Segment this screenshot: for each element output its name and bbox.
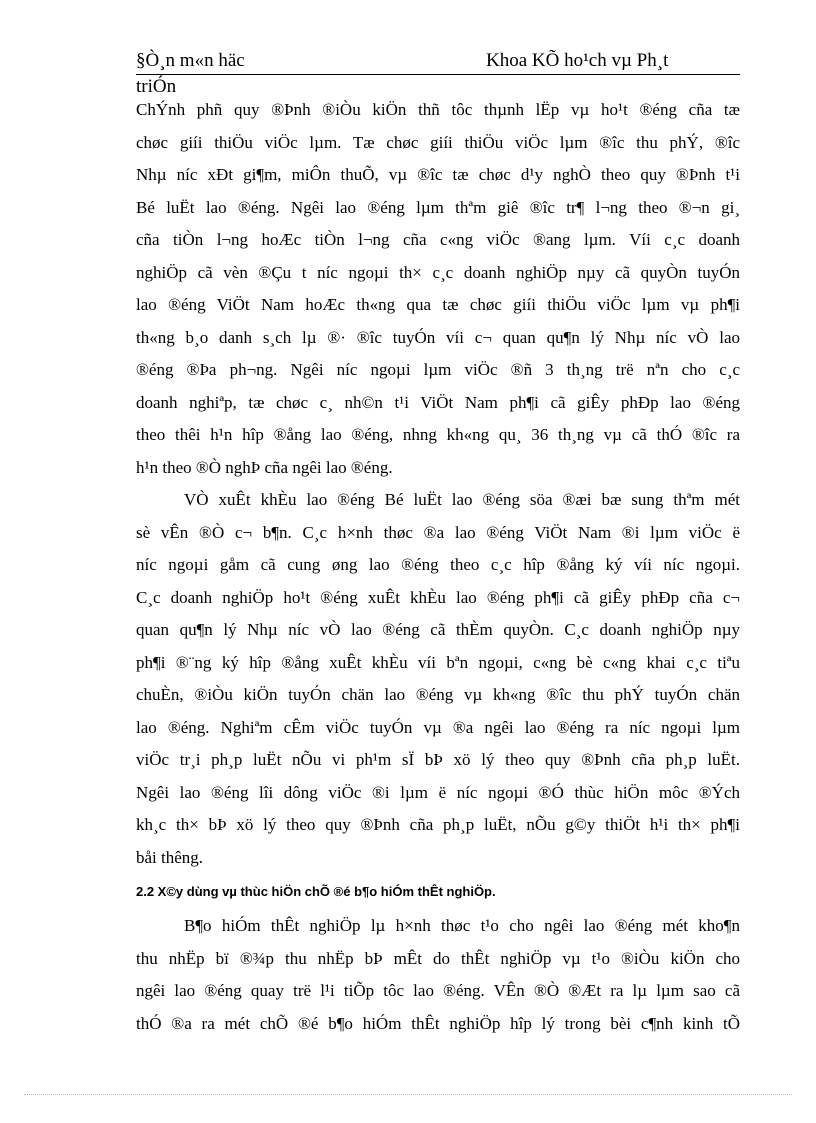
header-course-title: §Ò¸n m«n häc: [136, 50, 245, 71]
text-line: nghiÖp cã vèn ®Çu t níc ngoµi th× c¸c doanh nghiÖp nµy cã quyÒn tuyÓn: [136, 262, 740, 282]
section-heading: 2.2 X©y dùng vµ thùc hiÖn chÕ ®é b¶o hiÓm thÊt nghiÖp.: [136, 884, 496, 899]
text-line: th«ng b¸o danh s¸ch lµ ®· ®îc tuyÓn víi c¬ quan qu¶n lý Nhµ níc vÒ lao: [136, 327, 740, 347]
text-line: lao ®éng ViÖt Nam hoÆc th«ng qua tæ chøc giíi thiÖu viÖc lµm vµ ph¶i: [136, 295, 740, 314]
text-line: theo thêi h¹n hîp ®ång lao ®éng, nhng kh«ng qu¸ 36 th¸ng vµ cã thÓ ®îc ra: [136, 425, 740, 444]
text-line: Nhµ níc xÐt gi¶m, miÔn thuÕ, vµ ®îc tæ chøc d¹y nghÒ theo quy ®Þnh t¹i: [136, 165, 740, 184]
text-line: sè vÊn ®Ò c¬ b¶n. C¸c h×nh thøc ®a lao ®éng ViÖt Nam ®i lµm viÖc ë: [136, 522, 740, 542]
text-line: viÖc tr¸i ph¸p luËt nÕu vi ph¹m sÏ bÞ xö lý theo quy ®Þnh cña ph¸p luËt.: [136, 750, 740, 769]
body-text: [136, 94, 740, 874]
text-line: quan qu¶n lý Nhµ níc vÒ lao ®éng cã thÈm quyÒn. C¸c doanh nghiÖp nµy: [136, 620, 740, 639]
text-line: chuÈn, ®iÒu kiÖn tuyÓn chän lao ®éng vµ kh«ng ®îc thu phÝ tuyÓn chän: [136, 685, 740, 704]
text-line: lao ®éng. Nghiªm cÊm viÖc tuyÓn vµ ®a ngêi lao ®éng ra níc ngoµi lµm: [136, 717, 740, 737]
text-line: Bé luËt lao ®éng. Ngêi lao ®éng lµm thªm giê ®îc tr¶ l¬ng theo ®¬n gi¸: [136, 197, 740, 217]
paragraph-2: [136, 484, 740, 874]
header-faculty-continuation: triÓn: [136, 76, 177, 97]
text-line: h¹n theo ®Ò nghÞ cña ngêi lao ®éng.: [136, 457, 393, 477]
header-faculty: Khoa KÕ ho¹ch vµ Ph¸t: [486, 50, 669, 71]
text-line: B¶o hiÓm thÊt nghiÖp lµ h×nh thøc t¹o cho ngêi lao ®éng mét kho¶n: [184, 916, 740, 935]
text-line: thÓ ®a ra mét chÕ ®é b¶o hiÓm thÊt nghiÖp hîp lý trong bèi c¶nh kinh tÕ: [136, 1013, 740, 1033]
text-line: thu nhËp bï ®¾p thu nhËp bÞ mÊt do thÊt nghiÖp vµ t¹o ®iÒu kiÖn cho: [136, 948, 740, 968]
text-line: båi thêng.: [136, 847, 204, 867]
text-line: cña tiÒn l¬ng hoÆc tiÒn l¬ng cña c«ng viÖc ®ang lµm. Víi c¸c doanh: [136, 230, 740, 249]
text-line: chøc giíi thiÖu viÖc lµm. Tæ chøc giíi thiÖu viÖc lµm ®îc thu phÝ, ®îc: [136, 132, 740, 152]
text-line: kh¸c th× bÞ xö lý theo quy ®Þnh cña ph¸p luËt, nÕu g©y thiÖt h¹i th× ph¶i: [136, 815, 740, 834]
text-line: C¸c doanh nghiÖp ho¹t ®éng xuÊt khÈu lao ®éng ph¶i cã giÊy phÐp cña c¬: [136, 587, 740, 607]
text-line: ChÝnh phñ quy ®Þnh ®iÒu kiÖn thñ tôc thµnh lËp vµ ho¹t ®éng cña tæ: [136, 100, 740, 119]
text-line: ®éng ®Þa ph¬ng. Ngêi níc ngoµi lµm viÖc ®ñ 3 th¸ng trë nªn cho c¸c: [136, 360, 740, 379]
text-line: ngêi lao ®éng quay trë l¹i tiÕp tôc lao ®éng. VÊn ®Ò ®Æt ra lµ lµm sao cã: [136, 981, 740, 1000]
text-line: doanh nghiªp, tæ chøc c¸ nh©n t¹i ViÖt Nam ph¶i cã giÊy phÐp lao ®éng: [136, 392, 740, 412]
text-line: VÒ xuÊt khÈu lao ®éng Bé luËt lao ®éng söa ®æi bæ sung thªm mét: [184, 490, 740, 509]
page-header: [136, 50, 740, 75]
text-line: Ngêi lao ®éng lîi dông viÖc ®i lµm ë níc ngoµi ®Ó thùc hiÖn môc ®Ých: [136, 782, 740, 802]
text-line: ph¶i ®¨ng ký hîp ®ång xuÊt khÈu víi bªn ngoµi, c«ng bè c«ng khai c¸c tiªu: [136, 652, 740, 672]
page-bottom-divider: [24, 1094, 792, 1095]
text-line: níc ngoµi gåm cã cung øng lao ®éng theo c¸c hîp ®ång ký víi níc ngoµi.: [136, 555, 740, 574]
paragraph-3: [136, 910, 740, 1040]
paragraph-1: [136, 94, 740, 484]
